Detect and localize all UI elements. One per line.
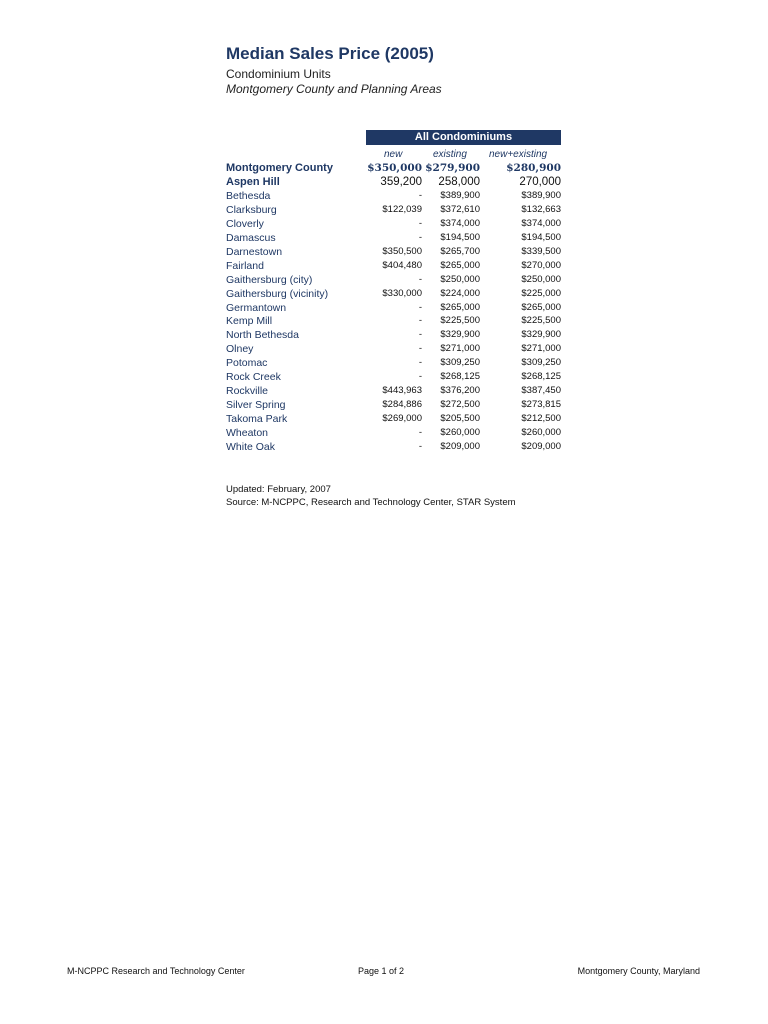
combined-price-cell: $260,000 — [521, 427, 561, 439]
table-row — [226, 357, 562, 371]
combined-price-cell: $374,000 — [521, 217, 561, 229]
planning-area-name: Rockville — [226, 385, 269, 398]
new-price-cell: - — [418, 217, 422, 229]
planning-area-name: Rock Creek — [226, 371, 281, 384]
combined-price-cell: $271,000 — [521, 343, 561, 355]
combined-price-cell: $309,250 — [521, 357, 561, 369]
footer-left: M-NCPPC Research and Technology Center — [67, 966, 245, 976]
combined-price-cell: $265,000 — [521, 301, 561, 313]
planning-area-name: Olney — [226, 343, 254, 356]
new-price-cell: - — [418, 371, 422, 383]
table-row — [226, 218, 562, 232]
combined-price-cell: $212,500 — [521, 413, 561, 425]
existing-price-cell: $265,000 — [440, 259, 480, 271]
page-title: Median Sales Price (2005) — [226, 44, 434, 63]
table-row — [226, 176, 562, 190]
existing-price-cell: $309,250 — [440, 357, 480, 369]
table-row — [226, 204, 562, 218]
new-price-cell: $350,000 — [367, 162, 422, 174]
new-price-cell: - — [418, 329, 422, 341]
column-header-new: new — [384, 149, 403, 160]
combined-price-cell: $250,000 — [521, 273, 561, 285]
new-price-cell: $269,000 — [382, 413, 422, 425]
new-price-cell: - — [418, 301, 422, 313]
table-row — [226, 441, 562, 455]
new-price-cell: 359,200 — [380, 175, 422, 188]
planning-area-name: Aspen Hill — [226, 175, 280, 188]
planning-area-name: Gaithersburg (city) — [226, 273, 313, 286]
existing-price-cell: $250,000 — [440, 273, 480, 285]
table-row — [226, 302, 562, 316]
footer-page-number: Page 1 of 2 — [358, 966, 405, 976]
new-price-cell: - — [418, 315, 422, 327]
new-price-cell: - — [418, 231, 422, 243]
table-row — [226, 427, 562, 441]
area-subtitle: Montgomery County and Planning Areas — [226, 82, 442, 96]
existing-price-cell: $329,900 — [440, 329, 480, 341]
table-row — [226, 288, 562, 302]
table-row — [226, 343, 562, 357]
table-row — [226, 413, 562, 427]
combined-price-cell: $280,900 — [506, 162, 561, 174]
column-header-existing: existing — [433, 149, 467, 160]
new-price-cell: - — [418, 273, 422, 285]
combined-price-cell: $387,450 — [521, 385, 561, 397]
table-row — [226, 385, 562, 399]
table-row — [226, 315, 562, 329]
combined-price-cell: $270,000 — [521, 259, 561, 271]
table-row — [226, 329, 562, 343]
existing-price-cell: $224,000 — [440, 287, 480, 299]
existing-price-cell: $265,700 — [440, 245, 480, 257]
planning-area-name: Kemp Mill — [226, 315, 273, 328]
column-header-new-existing: new+existing — [489, 149, 548, 160]
combined-price-cell: $225,000 — [521, 287, 561, 299]
existing-price-cell: $194,500 — [440, 231, 480, 243]
planning-area-name: Bethesda — [226, 189, 271, 202]
combined-price-cell: $194,500 — [521, 231, 561, 243]
new-price-cell: $404,480 — [382, 259, 422, 271]
existing-price-cell: $372,610 — [440, 203, 480, 215]
planning-area-name: Wheaton — [226, 427, 269, 440]
existing-price-cell: $272,500 — [440, 399, 480, 411]
source-note: Source: M-NCPPC, Research and Technology Center, STAR System — [226, 497, 516, 508]
new-price-cell: $350,500 — [382, 245, 422, 257]
existing-price-cell: $205,500 — [440, 413, 480, 425]
table-row — [226, 399, 562, 413]
new-price-cell: $330,000 — [382, 287, 422, 299]
planning-area-name: Fairland — [226, 259, 264, 272]
planning-area-name: Germantown — [226, 301, 287, 314]
table-row — [226, 274, 562, 288]
existing-price-cell: $268,125 — [440, 371, 480, 383]
existing-price-cell: $376,200 — [440, 385, 480, 397]
updated-note: Updated: February, 2007 — [226, 484, 331, 495]
new-price-cell: - — [418, 189, 422, 201]
table-row — [226, 260, 562, 274]
combined-price-cell: $268,125 — [521, 371, 561, 383]
combined-price-cell: $132,663 — [521, 203, 561, 215]
planning-area-name: Clarksburg — [226, 203, 277, 216]
planning-area-name: Cloverly — [226, 217, 264, 230]
combined-price-cell: $329,900 — [521, 329, 561, 341]
combined-price-cell: $339,500 — [521, 245, 561, 257]
planning-area-name: Takoma Park — [226, 413, 288, 426]
new-price-cell: - — [418, 427, 422, 439]
planning-area-name: Damascus — [226, 231, 276, 244]
table-row — [226, 232, 562, 246]
existing-price-cell: $271,000 — [440, 343, 480, 355]
table-row — [226, 371, 562, 385]
combined-price-cell: $209,000 — [521, 441, 561, 452]
table-row — [226, 190, 562, 204]
county-total-row — [226, 162, 562, 176]
existing-price-cell: $374,000 — [440, 217, 480, 229]
existing-price-cell: $209,000 — [440, 441, 480, 452]
planning-area-name: Potomac — [226, 357, 268, 370]
column-group-header: All Condominiums — [366, 130, 561, 145]
combined-price-cell: $225,500 — [521, 315, 561, 327]
new-price-cell: $284,886 — [382, 399, 422, 411]
planning-area-name: North Bethesda — [226, 329, 299, 342]
existing-price-cell: $225,500 — [440, 315, 480, 327]
footer-right: Montgomery County, Maryland — [577, 966, 700, 976]
planning-area-name: Darnestown — [226, 245, 283, 258]
existing-price-cell: $279,900 — [425, 162, 480, 174]
page-subtitle: Condominium Units — [226, 67, 331, 81]
new-price-cell: - — [418, 357, 422, 369]
new-price-cell: - — [418, 441, 422, 452]
existing-price-cell: $389,900 — [440, 189, 480, 201]
new-price-cell: - — [418, 343, 422, 355]
combined-price-cell: $389,900 — [521, 189, 561, 201]
existing-price-cell: 258,000 — [438, 175, 480, 188]
combined-price-cell: $273,815 — [521, 399, 561, 411]
new-price-cell: $443,963 — [382, 385, 422, 397]
planning-area-name: Montgomery County — [226, 162, 333, 174]
planning-area-name: White Oak — [226, 441, 276, 453]
existing-price-cell: $265,000 — [440, 301, 480, 313]
planning-area-name: Gaithersburg (vicinity) — [226, 287, 329, 300]
existing-price-cell: $260,000 — [440, 427, 480, 439]
planning-area-name: Silver Spring — [226, 399, 286, 412]
table-row — [226, 246, 562, 260]
new-price-cell: $122,039 — [382, 203, 422, 215]
combined-price-cell: 270,000 — [519, 175, 561, 188]
